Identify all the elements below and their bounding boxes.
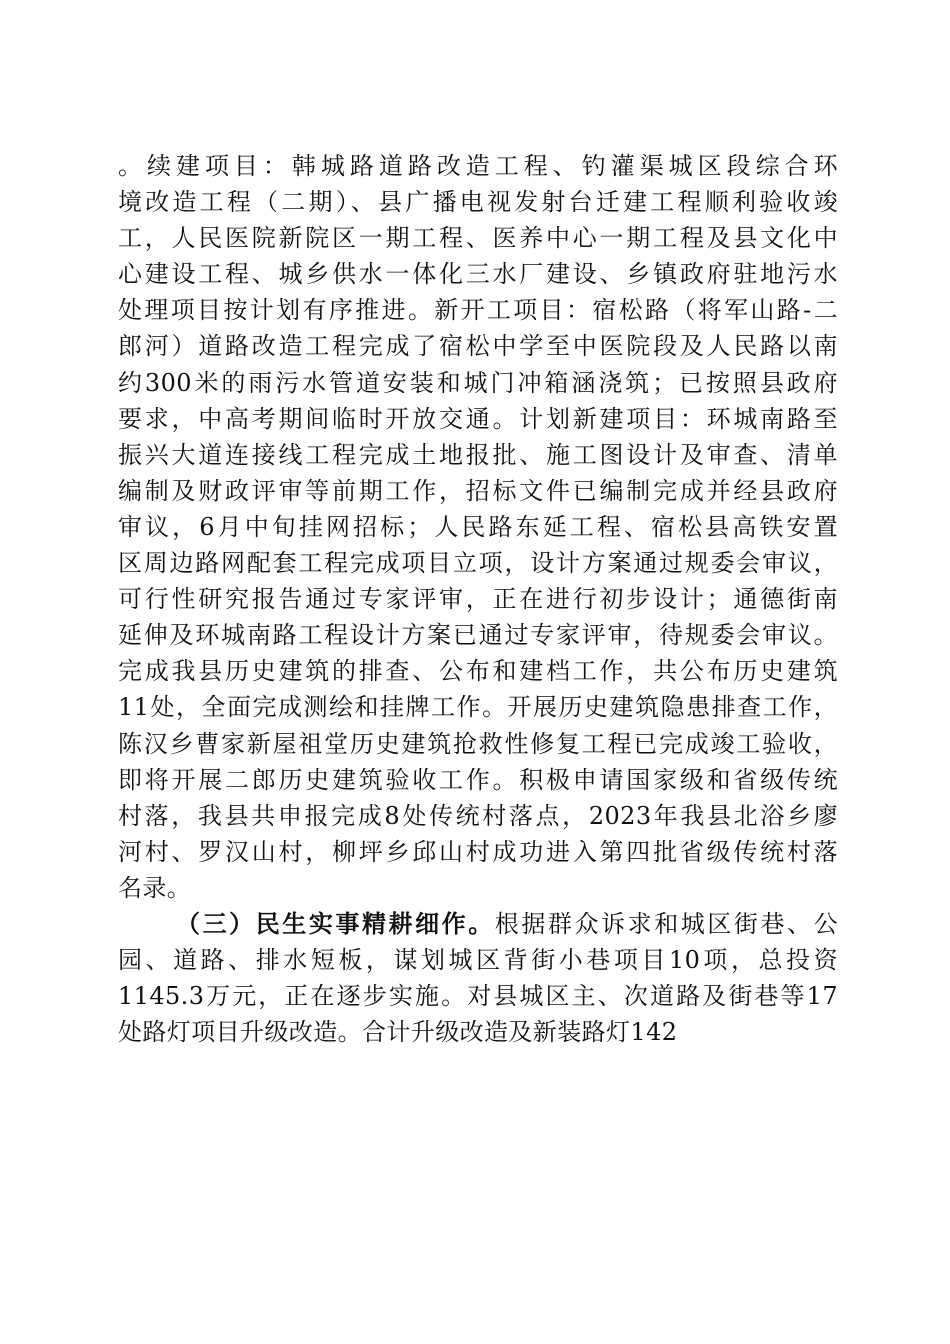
section-heading: （三）民生实事精耕细作。 (176, 908, 495, 938)
text-line: 心建设工程、城乡供水一体化三水厂建设、乡镇政府驻地污水 (118, 260, 838, 289)
text-line: 编制及财政评审等前期工作，招标文件已编制完成并经县政府 (118, 476, 838, 505)
text-line: 陈汉乡曹家新屋祖堂历史建筑抢救性修复工程已完成竣工验收， (118, 729, 838, 758)
text-line: 完成我县历史建筑的排查、公布和建档工作，共公布历史建筑 (118, 657, 838, 686)
text-line: 河村、罗汉山村，柳坪乡邱山村成功进入第四批省级传统村落 (118, 837, 838, 866)
text-line: 工，人民医院新院区一期工程、医养中心一期工程及县文化中 (118, 224, 838, 253)
text-line: 。续建项目：韩城路道路改造工程、钓灌渠城区段综合环 (118, 152, 838, 180)
text-line: 要求，中高考期间临时开放交通。计划新建项目：环城南路至 (118, 404, 838, 433)
document-body (118, 148, 838, 1050)
text-line: 审议，6月中旬挂网招标；人民路东延工程、宿松县高铁安置 (118, 512, 838, 541)
text-line: 延伸及环城南路工程设计方案已通过专家评审，待规委会审议。 (118, 621, 838, 650)
text-line: 处理项目按计划有序推进。新开工项目：宿松路（将军山路-二 (118, 296, 838, 325)
text-line: 可行性研究报告通过专家评审，正在进行初步设计；通德街南 (118, 585, 838, 614)
text-line: 园、道路、排水短板，谋划城区背街小巷项目10项，总投资 (118, 946, 838, 975)
text-line: 振兴大道连接线工程完成土地报批、施工图设计及审查、清单 (118, 440, 838, 469)
section-first-line (118, 906, 838, 942)
section-first-line-text: 根据群众诉求和城区街巷、公 (494, 909, 838, 938)
text-line: 区周边路网配套工程完成项目立项，设计方案通过规委会审议， (118, 549, 838, 578)
text-line: 11处，全面完成测绘和挂牌工作。开展历史建筑隐患排查工作， (118, 693, 838, 722)
text-line: 郎河）道路改造工程完成了宿松中学至中医院段及人民路以南 (118, 332, 838, 361)
text-line: 村落，我县共申报完成8处传统村落点，2023年我县北浴乡廖 (118, 801, 838, 830)
text-line: 即将开展二郎历史建筑验收工作。积极申请国家级和省级传统 (118, 765, 838, 794)
text-line: 境改造工程（二期）、县广播电视发射台迁建工程顺利验收竣 (118, 188, 838, 217)
text-line: 1145.3万元，正在逐步实施。对县城区主、次道路及街巷等17 (118, 982, 838, 1011)
text-line: 约300米的雨污水管道安装和城门冲箱涵浇筑；已按照县政府 (118, 368, 838, 397)
text-line: 名录。 (118, 873, 192, 902)
text-line: 处路灯项目升级改造。合计升级改造及新装路灯142 (118, 1018, 678, 1047)
